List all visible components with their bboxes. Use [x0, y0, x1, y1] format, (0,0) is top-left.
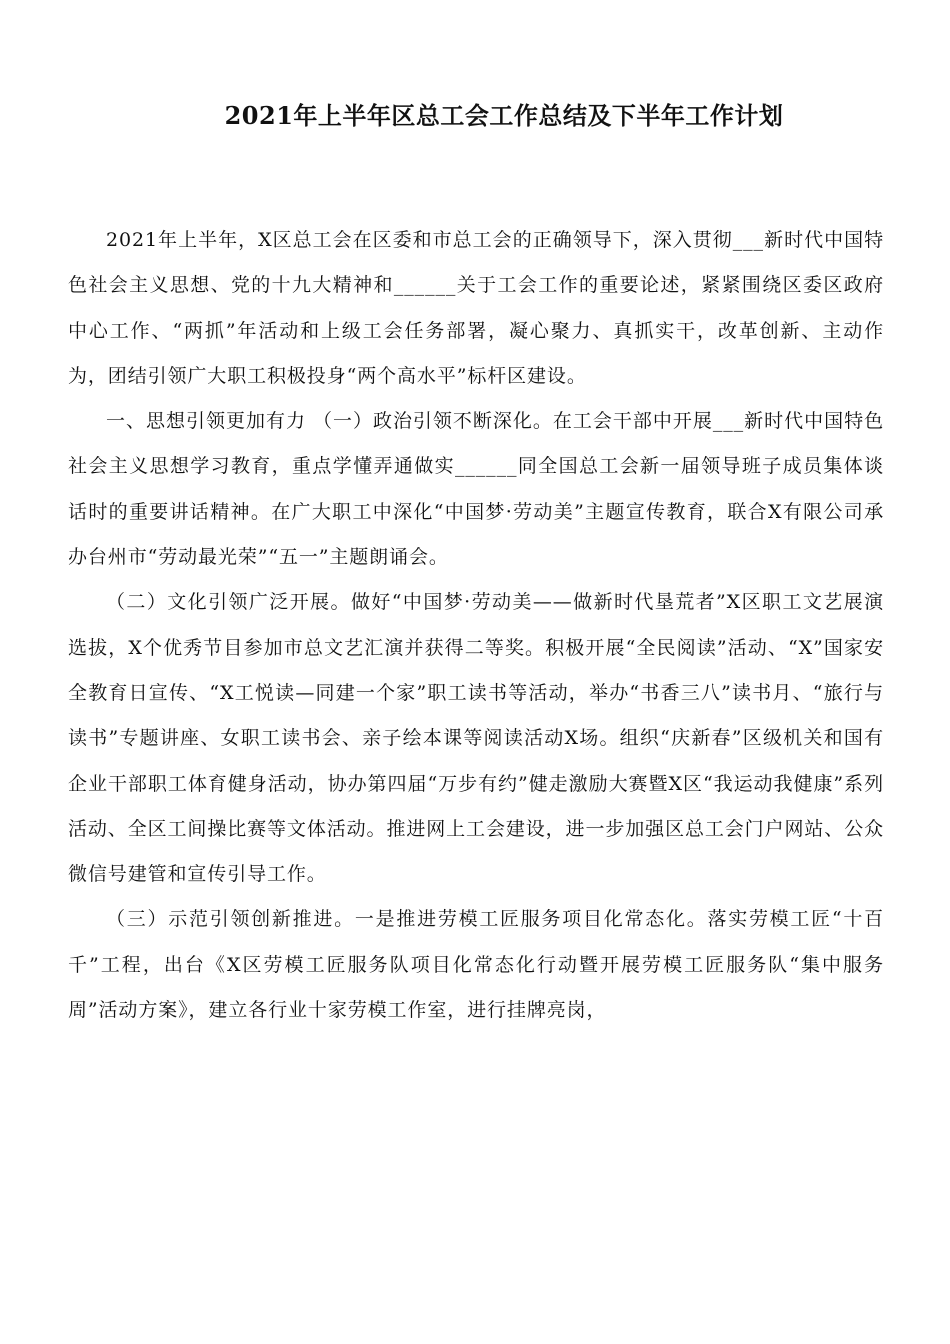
paragraph-culture: （二）文化引领广泛开展。做好“中国梦·劳动美——做新时代垦荒者”X区职工文艺展演选拔，X个优秀节目参加市总文艺汇演并获得二等奖。积极开展“全民阅读”活动、“X”国家安全教育日宣传、“X工悦读—同建一个家”职工读书等活动，举办“书香三八”读书月、“旅行与读书”专题讲座、女职工读书会、亲子绘本课等阅读活动X场。组织“庆新春”区级机关和国有企业干部职工体育健身活动，协办第四届“万步有约”健走激励大赛暨X区“我运动我健康”系列活动、全区工间操比赛等文体活动。推进网上工会建设，进一步加强区总工会门户网站、公众微信号建管和宣传引导工作。 — [68, 591, 884, 886]
paragraph-demonstration: （三）示范引领创新推进。一是推进劳模工匠服务项目化常态化。落实劳模工匠“十百千”工程，出台《X区劳模工匠服务队项目化常态化行动暨开展劳模工匠服务队“集中服务周”活动方案》，建立各行业十家劳模工作室，进行挂牌亮岗， — [68, 908, 884, 1022]
document-title: 2021年上半年区总工会工作总结及下半年工作计划 — [224, 101, 784, 130]
paragraph-intro: 2021年上半年，X区总工会在区委和市总工会的正确领导下，深入贯彻___新时代中国特色社会主义思想、党的十九大精神和______关于工会工作的重要论述，紧紧围绕区委区政府中心工作、“两抓”年活动和上级工会任务部署，凝心聚力、真抓实干，改革创新、主动作为，团结引领广大职工积极投身“两个高水平”标杆区建设。 — [68, 229, 884, 387]
paragraph-section-one: 一、思想引领更加有力 （一）政治引领不断深化。在工会干部中开展___新时代中国特色社会主义思想学习教育，重点学懂弄通做实______同全国总工会新一届领导班子成员集体谈话时的重要讲话精神。在广大职工中深化“中国梦·劳动美”主题宣传教育，联合X有限公司承办台州市“劳动最光荣”“五一”主题朗诵会。 — [68, 410, 884, 569]
document-body — [68, 218, 884, 1033]
